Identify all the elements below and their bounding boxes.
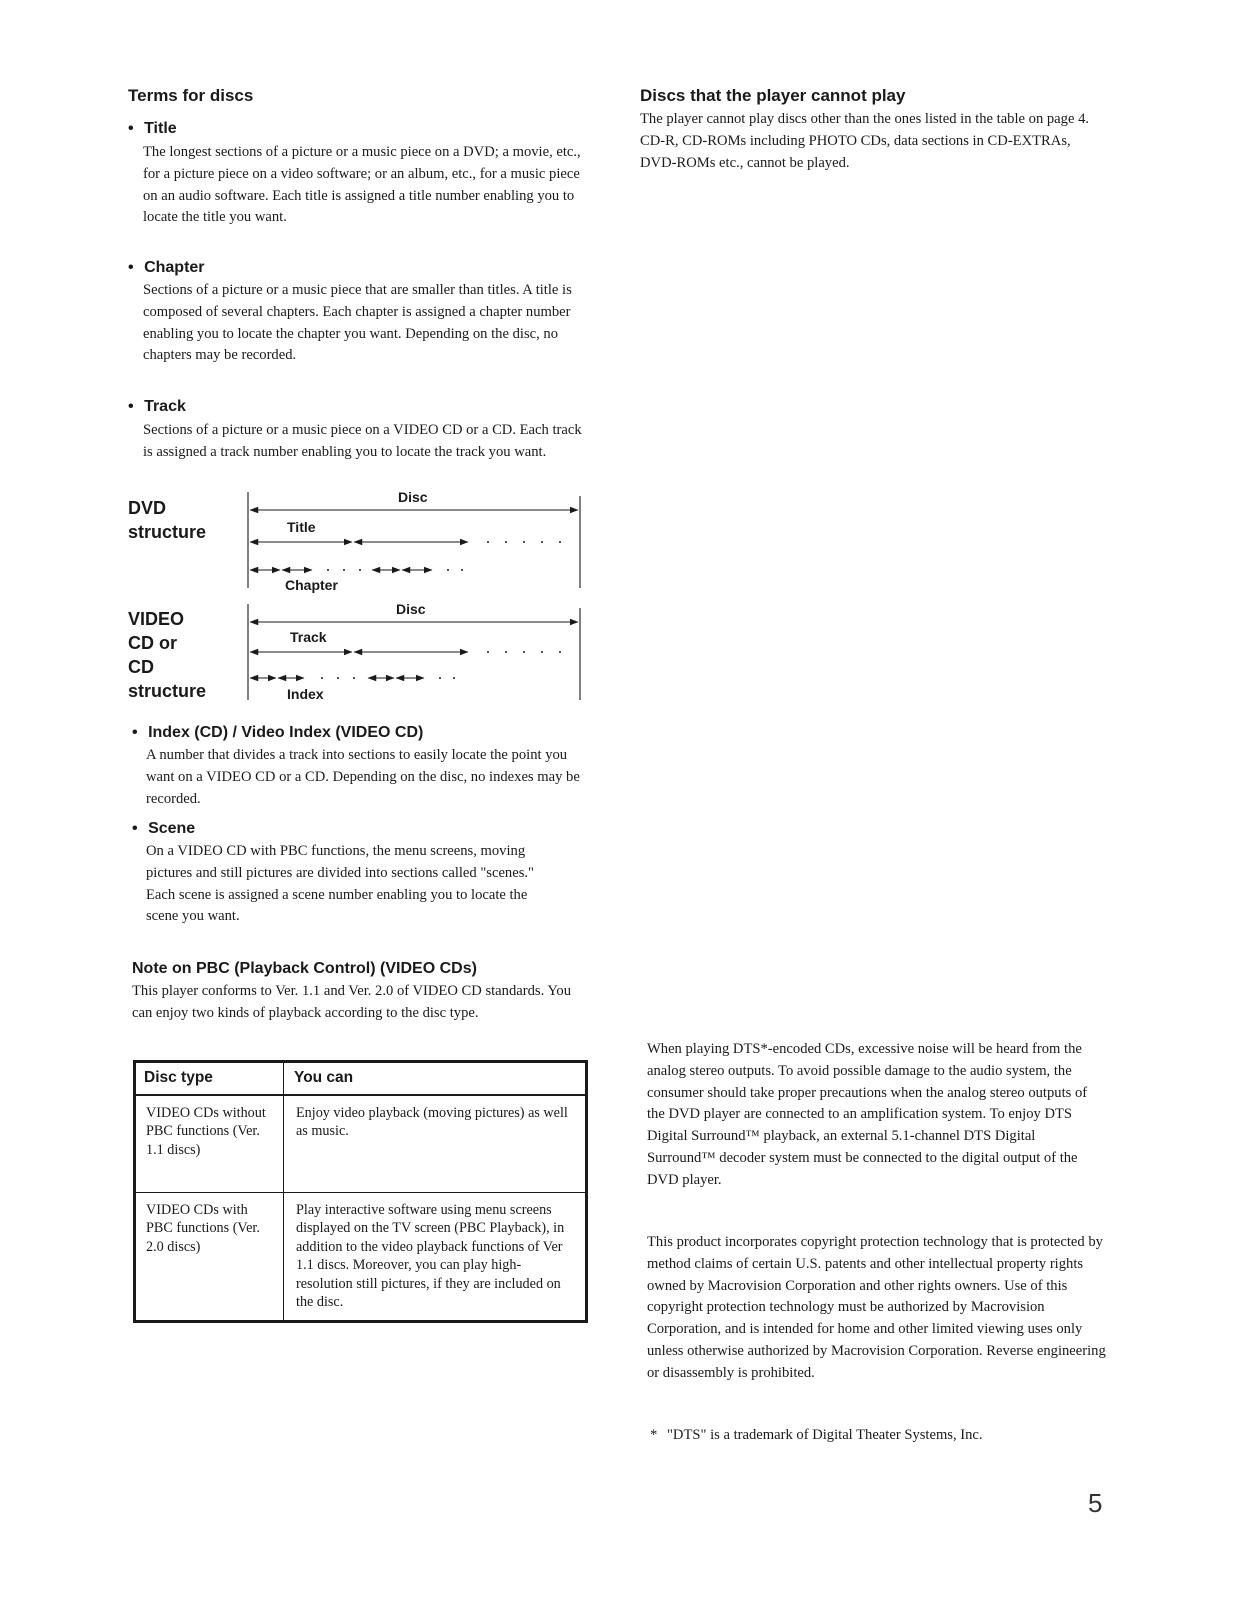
table-header-you-can: You can [284,1062,587,1095]
note-pbc-heading: Note on PBC (Playback Control) (VIDEO CDs) [132,960,477,977]
dvd-title-label: Title [287,519,316,535]
table-cell-you-can: Play interactive software using menu screens displayed on the TV screen (PBC Playback), in addition to the video playback functions of Ver 1.1 discs. Moreover, you can play high-resolution still pictures, if they are included on the disc. [296,1201,565,1310]
copyright-notice: This product incorporates copyright protection technology that is protected by method claims of certain U.S. patents and other intellectual property rights owned by Macrovision Corporation and other rights owners. Use of this copyright protection technology must be authorized by Macrovision Corporation, and is intended for home and other limited viewing uses only unless otherwise authorized by Macrovision Corporation. Reverse engineering or disassembly is prohibited. [647,1234,1106,1381]
dvd-chapter-label: Chapter [285,577,338,593]
vcd-structure-label: VIDEO CD or CD structure [128,609,207,701]
dvd-disc-label: Disc [398,489,428,505]
bullet: • [128,120,134,137]
term-scene-body: On a VIDEO CD with PBC functions, the menu screens, moving pictures and still pictures are divided into sections called "scenes." Each scene is assigned a scene number enabling you to locate the scene you want. [146,843,534,925]
table-header-disc-type: Disc type [135,1062,284,1095]
bullet: • [128,398,134,415]
term-index-heading [132,724,423,742]
bullet: • [132,724,138,741]
table-cell-disc-type: VIDEO CDs without PBC functions (Ver. 1.1 discs) [135,1095,284,1193]
table-header-row [135,1062,587,1095]
term-index-body: A number that divides a track into sections to easily locate the point you want on a VIDEO CD or a CD. Depending on the disc, no indexes may be recorded. [146,747,580,807]
table-row [135,1095,587,1193]
footnote-mark: * [650,1427,658,1443]
dts-footnote [650,1425,983,1447]
bullet: • [132,820,138,837]
note-pbc-body: This player conforms to Ver. 1.1 and Ver. 2.0 of VIDEO CD standards. You can enjoy two kinds of playback according to the disc type. [132,983,571,1021]
cannot-play-body: The player cannot play discs other than the ones listed in the table on page 4. CD-R, CD-ROMs including PHOTO CDs, data sections in CD-EXTRAs, DVD-ROMs etc., cannot be played. [640,111,1090,171]
term-track-heading [128,398,186,416]
footnote-text: "DTS" is a trademark of Digital Theater Systems, Inc. [666,1427,983,1443]
page-number: 5 [1088,1488,1103,1518]
term-title-label: Title [144,120,177,137]
term-title-heading [128,120,177,138]
structure-diagram [240,488,590,703]
table-row [135,1192,587,1321]
vcd-disc-label: Disc [396,601,426,617]
bullet: • [128,259,134,276]
table-cell-you-can: Enjoy video playback (moving pictures) as well as music. [284,1095,587,1193]
term-chapter-heading [128,259,205,277]
term-track-body: Sections of a picture or a music piece on a VIDEO CD or a CD. Each track is assigned a track number enabling you to locate the track you want. [143,422,582,460]
dvd-structure-label: DVD structure [128,498,207,542]
vcd-track-label: Track [290,629,327,645]
cannot-play-heading: Discs that the player cannot play [640,86,906,105]
term-scene-label: Scene [148,820,196,837]
dts-notice: When playing DTS*-encoded CDs, excessive noise will be heard from the analog stereo outputs. To avoid possible damage to the audio system, the consumer should take proper precautions when the analog stereo outputs of the DVD player are connected to an amplification system. To enjoy DTS Digital Surround™ playback, an external 5.1-channel DTS Digital Surround™ decoder system must be connected to the digital output of the DVD player. [647,1041,1088,1188]
term-title-body: The longest sections of a picture or a music piece on a DVD; a movie, etc., for a picture piece on a video software; or an album, etc., for a music piece on an audio software. Each title is assigned a title number enabling you to locate the title you want. [143,144,581,226]
vcd-index-label: Index [287,686,324,702]
term-track-label: Track [144,398,186,415]
term-scene-heading [132,820,195,838]
terms-heading: Terms for discs [128,86,254,105]
term-chapter-label: Chapter [144,259,205,276]
table-cell-disc-type: VIDEO CDs with PBC functions (Ver. 2.0 discs) [135,1192,284,1321]
term-chapter-body: Sections of a picture or a music piece that are smaller than titles. A title is composed of several chapters. Each chapter is assigned a chapter number enabling you to locate the chapter you want. Depending on the disc, no chapters may be recorded. [143,282,572,364]
pbc-table [133,1060,588,1323]
term-index-label: Index (CD) / Video Index (VIDEO CD) [148,724,424,741]
